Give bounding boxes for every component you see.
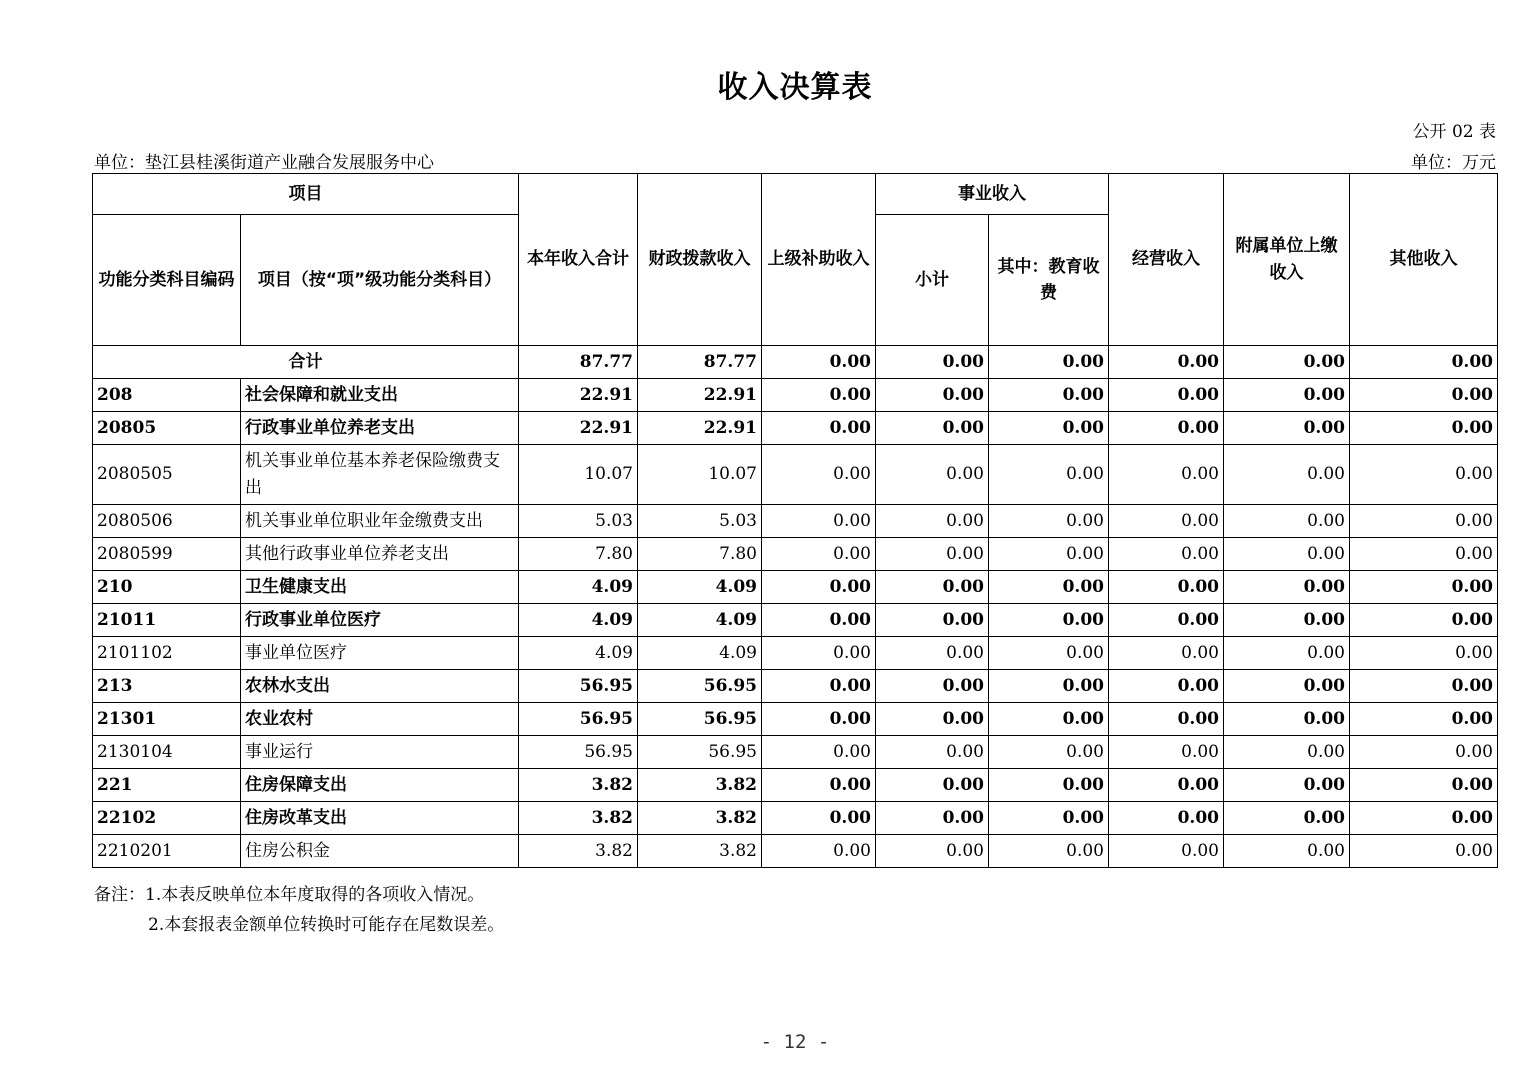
- cell-value: 3.82: [638, 835, 762, 868]
- cell-value: 0.00: [1224, 445, 1350, 505]
- cell-code: 2130104: [93, 736, 241, 769]
- cell-name: 住房保障支出: [241, 769, 519, 802]
- cell-value: 0.00: [1350, 736, 1498, 769]
- table-row: [93, 604, 1498, 637]
- cell-value: 0.00: [876, 571, 989, 604]
- cell-code: 210: [93, 571, 241, 604]
- cell-value: 0.00: [989, 538, 1109, 571]
- cell-value: 0.00: [1224, 571, 1350, 604]
- cell-value: 0.00: [876, 379, 989, 412]
- cell-value: 0.00: [1224, 670, 1350, 703]
- table-row: [93, 670, 1498, 703]
- cell-value: 0.00: [762, 604, 876, 637]
- cell-value: 56.95: [638, 703, 762, 736]
- cell-name: 卫生健康支出: [241, 571, 519, 604]
- cell-value: 56.95: [519, 736, 638, 769]
- cell-code: 2080505: [93, 445, 241, 505]
- cell-value: 0.00: [762, 802, 876, 835]
- cell-value: 0.00: [1109, 736, 1224, 769]
- cell-value: 0.00: [762, 538, 876, 571]
- cell-value: 56.95: [638, 736, 762, 769]
- cell-value: 0.00: [1350, 379, 1498, 412]
- cell-value: 7.80: [519, 538, 638, 571]
- cell-code: 221: [93, 769, 241, 802]
- cell-value: 0.00: [1350, 604, 1498, 637]
- cell-code: 2101102: [93, 637, 241, 670]
- page-title: 收入决算表: [717, 70, 873, 105]
- cell-code: 20805: [93, 412, 241, 445]
- notes: [94, 880, 504, 940]
- cell-value: 56.95: [519, 703, 638, 736]
- cell-value: 3.82: [519, 769, 638, 802]
- cell-value: 0.00: [762, 736, 876, 769]
- cell-value: 0.00: [1109, 571, 1224, 604]
- cell-value: 0.00: [1350, 445, 1498, 505]
- cell-value: 4.09: [638, 604, 762, 637]
- cell-value: 0.00: [1109, 346, 1224, 379]
- cell-code: 21011: [93, 604, 241, 637]
- cell-value: 0.00: [1224, 703, 1350, 736]
- cell-value: 0.00: [989, 703, 1109, 736]
- cell-value: 22.91: [638, 412, 762, 445]
- cell-value: 0.00: [876, 703, 989, 736]
- cell-value: 0.00: [1350, 802, 1498, 835]
- cell-value: 0.00: [1224, 379, 1350, 412]
- cell-value: 5.03: [638, 505, 762, 538]
- table-row: [93, 445, 1498, 505]
- cell-name: 农业农村: [241, 703, 519, 736]
- cell-value: 0.00: [876, 736, 989, 769]
- cell-value: 0.00: [989, 445, 1109, 505]
- cell-value: 22.91: [519, 379, 638, 412]
- cell-value: 0.00: [1109, 670, 1224, 703]
- unit-organization: 单位：垫江县桂溪街道产业融合发展服务中心: [94, 153, 434, 173]
- header-other: 其他收入: [1350, 174, 1498, 346]
- table-row: [93, 571, 1498, 604]
- cell-value: 4.09: [519, 571, 638, 604]
- table-row: [93, 703, 1498, 736]
- header-code: 功能分类科目编码: [93, 215, 241, 346]
- cell-value: 0.00: [1224, 604, 1350, 637]
- cell-value: 0.00: [876, 637, 989, 670]
- cell-value: 3.82: [519, 802, 638, 835]
- cell-value: 0.00: [1224, 802, 1350, 835]
- cell-value: 0.00: [876, 604, 989, 637]
- table-row: [93, 379, 1498, 412]
- cell-value: 0.00: [876, 445, 989, 505]
- cell-value: 3.82: [519, 835, 638, 868]
- cell-code: 2080599: [93, 538, 241, 571]
- cell-value: 10.07: [638, 445, 762, 505]
- cell-value: 0.00: [1350, 637, 1498, 670]
- cell-value: 0.00: [989, 604, 1109, 637]
- cell-code: 21301: [93, 703, 241, 736]
- table-row: [93, 736, 1498, 769]
- cell-value: 0.00: [762, 835, 876, 868]
- cell-name: 事业单位医疗: [241, 637, 519, 670]
- cell-value: 0.00: [1109, 538, 1224, 571]
- cell-code: 2210201: [93, 835, 241, 868]
- cell-value: 0.00: [1350, 346, 1498, 379]
- header-total: 本年收入合计: [519, 174, 638, 346]
- header-project: 项目: [93, 174, 519, 215]
- cell-value: 0.00: [989, 571, 1109, 604]
- cell-value: 0.00: [1109, 505, 1224, 538]
- cell-value: 0.00: [989, 637, 1109, 670]
- cell-value: 0.00: [876, 835, 989, 868]
- cell-value: 10.07: [519, 445, 638, 505]
- total-row: [93, 346, 1498, 379]
- note-1: 备注：1.本表反映单位本年度取得的各项收入情况。: [94, 885, 485, 905]
- cell-value: 22.91: [638, 379, 762, 412]
- cell-value: 5.03: [519, 505, 638, 538]
- cell-value: 3.82: [638, 769, 762, 802]
- cell-value: 22.91: [519, 412, 638, 445]
- cell-code: 213: [93, 670, 241, 703]
- cell-value: 4.09: [638, 637, 762, 670]
- cell-value: 0.00: [762, 703, 876, 736]
- cell-value: 0.00: [1350, 571, 1498, 604]
- cell-value: 0.00: [989, 412, 1109, 445]
- cell-name: 机关事业单位基本养老保险缴费支出: [241, 445, 519, 505]
- total-label: 合计: [93, 346, 519, 379]
- cell-value: 0.00: [1109, 802, 1224, 835]
- cell-value: 4.09: [519, 604, 638, 637]
- cell-value: 0.00: [876, 538, 989, 571]
- cell-value: 0.00: [1350, 538, 1498, 571]
- cell-value: 0.00: [989, 736, 1109, 769]
- cell-name: 住房改革支出: [241, 802, 519, 835]
- cell-value: 56.95: [638, 670, 762, 703]
- cell-name: 其他行政事业单位养老支出: [241, 538, 519, 571]
- cell-name: 住房公积金: [241, 835, 519, 868]
- cell-name: 社会保障和就业支出: [241, 379, 519, 412]
- cell-code: 2080506: [93, 505, 241, 538]
- cell-name: 行政事业单位养老支出: [241, 412, 519, 445]
- cell-value: 3.82: [638, 802, 762, 835]
- cell-value: 0.00: [1109, 604, 1224, 637]
- cell-value: 0.00: [1224, 412, 1350, 445]
- cell-value: 0.00: [989, 802, 1109, 835]
- cell-value: 87.77: [519, 346, 638, 379]
- cell-value: 0.00: [762, 412, 876, 445]
- header-name: 项目（按“项”级功能分类科目）: [241, 215, 519, 346]
- cell-value: 0.00: [876, 802, 989, 835]
- cell-value: 0.00: [876, 670, 989, 703]
- cell-value: 0.00: [876, 346, 989, 379]
- table-number: 公开 02 表: [1412, 122, 1496, 142]
- header-subtotal: 小计: [876, 215, 989, 346]
- unit-currency: 单位：万元: [1411, 153, 1496, 173]
- cell-value: 0.00: [762, 637, 876, 670]
- header-education: 其中：教育收费: [989, 215, 1109, 346]
- cell-value: 0.00: [989, 346, 1109, 379]
- cell-value: 0.00: [1224, 637, 1350, 670]
- cell-value: 0.00: [1350, 835, 1498, 868]
- header-business-group: 事业收入: [876, 174, 1109, 215]
- page-number: - 12 -: [760, 1031, 830, 1053]
- table-row: [93, 637, 1498, 670]
- header-fiscal: 财政拨款收入: [638, 174, 762, 346]
- cell-value: 0.00: [1224, 538, 1350, 571]
- cell-value: 0.00: [762, 769, 876, 802]
- cell-value: 0.00: [1350, 412, 1498, 445]
- cell-value: 0.00: [762, 670, 876, 703]
- cell-value: 0.00: [1109, 412, 1224, 445]
- cell-value: 0.00: [989, 379, 1109, 412]
- header-superior: 上级补助收入: [762, 174, 876, 346]
- header-affiliated: 附属单位上缴收入: [1224, 174, 1350, 346]
- note-2: 2.本套报表金额单位转换时可能存在尾数误差。: [148, 915, 505, 935]
- cell-code: 22102: [93, 802, 241, 835]
- cell-value: 0.00: [762, 571, 876, 604]
- cell-name: 机关事业单位职业年金缴费支出: [241, 505, 519, 538]
- cell-value: 0.00: [1224, 835, 1350, 868]
- cell-value: 0.00: [876, 769, 989, 802]
- table-row: [93, 802, 1498, 835]
- cell-value: 0.00: [1350, 703, 1498, 736]
- table-row: [93, 769, 1498, 802]
- cell-value: 4.09: [519, 637, 638, 670]
- cell-value: 0.00: [762, 346, 876, 379]
- cell-value: 0.00: [1109, 637, 1224, 670]
- cell-name: 事业运行: [241, 736, 519, 769]
- cell-value: 0.00: [1350, 670, 1498, 703]
- table-row: [93, 412, 1498, 445]
- cell-value: 0.00: [989, 769, 1109, 802]
- cell-name: 行政事业单位医疗: [241, 604, 519, 637]
- cell-value: 0.00: [1224, 505, 1350, 538]
- table-row: [93, 835, 1498, 868]
- cell-value: 0.00: [1350, 769, 1498, 802]
- cell-value: 0.00: [762, 505, 876, 538]
- cell-value: 4.09: [638, 571, 762, 604]
- cell-value: 0.00: [876, 412, 989, 445]
- cell-value: 0.00: [1109, 379, 1224, 412]
- cell-value: 0.00: [1109, 445, 1224, 505]
- cell-value: 0.00: [1109, 769, 1224, 802]
- cell-value: 0.00: [1109, 703, 1224, 736]
- cell-value: 0.00: [876, 505, 989, 538]
- header-operating: 经营收入: [1109, 174, 1224, 346]
- cell-value: 0.00: [1109, 835, 1224, 868]
- cell-value: 0.00: [762, 379, 876, 412]
- income-table: [92, 173, 1498, 868]
- cell-value: 0.00: [989, 835, 1109, 868]
- cell-value: 0.00: [1224, 346, 1350, 379]
- cell-value: 0.00: [989, 670, 1109, 703]
- cell-value: 0.00: [1224, 769, 1350, 802]
- cell-value: 87.77: [638, 346, 762, 379]
- cell-value: 0.00: [762, 445, 876, 505]
- cell-value: 0.00: [1224, 736, 1350, 769]
- cell-code: 208: [93, 379, 241, 412]
- cell-value: 0.00: [1350, 505, 1498, 538]
- table-row: [93, 505, 1498, 538]
- cell-value: 56.95: [519, 670, 638, 703]
- cell-value: 0.00: [989, 505, 1109, 538]
- table-row: [93, 538, 1498, 571]
- cell-value: 7.80: [638, 538, 762, 571]
- cell-name: 农林水支出: [241, 670, 519, 703]
